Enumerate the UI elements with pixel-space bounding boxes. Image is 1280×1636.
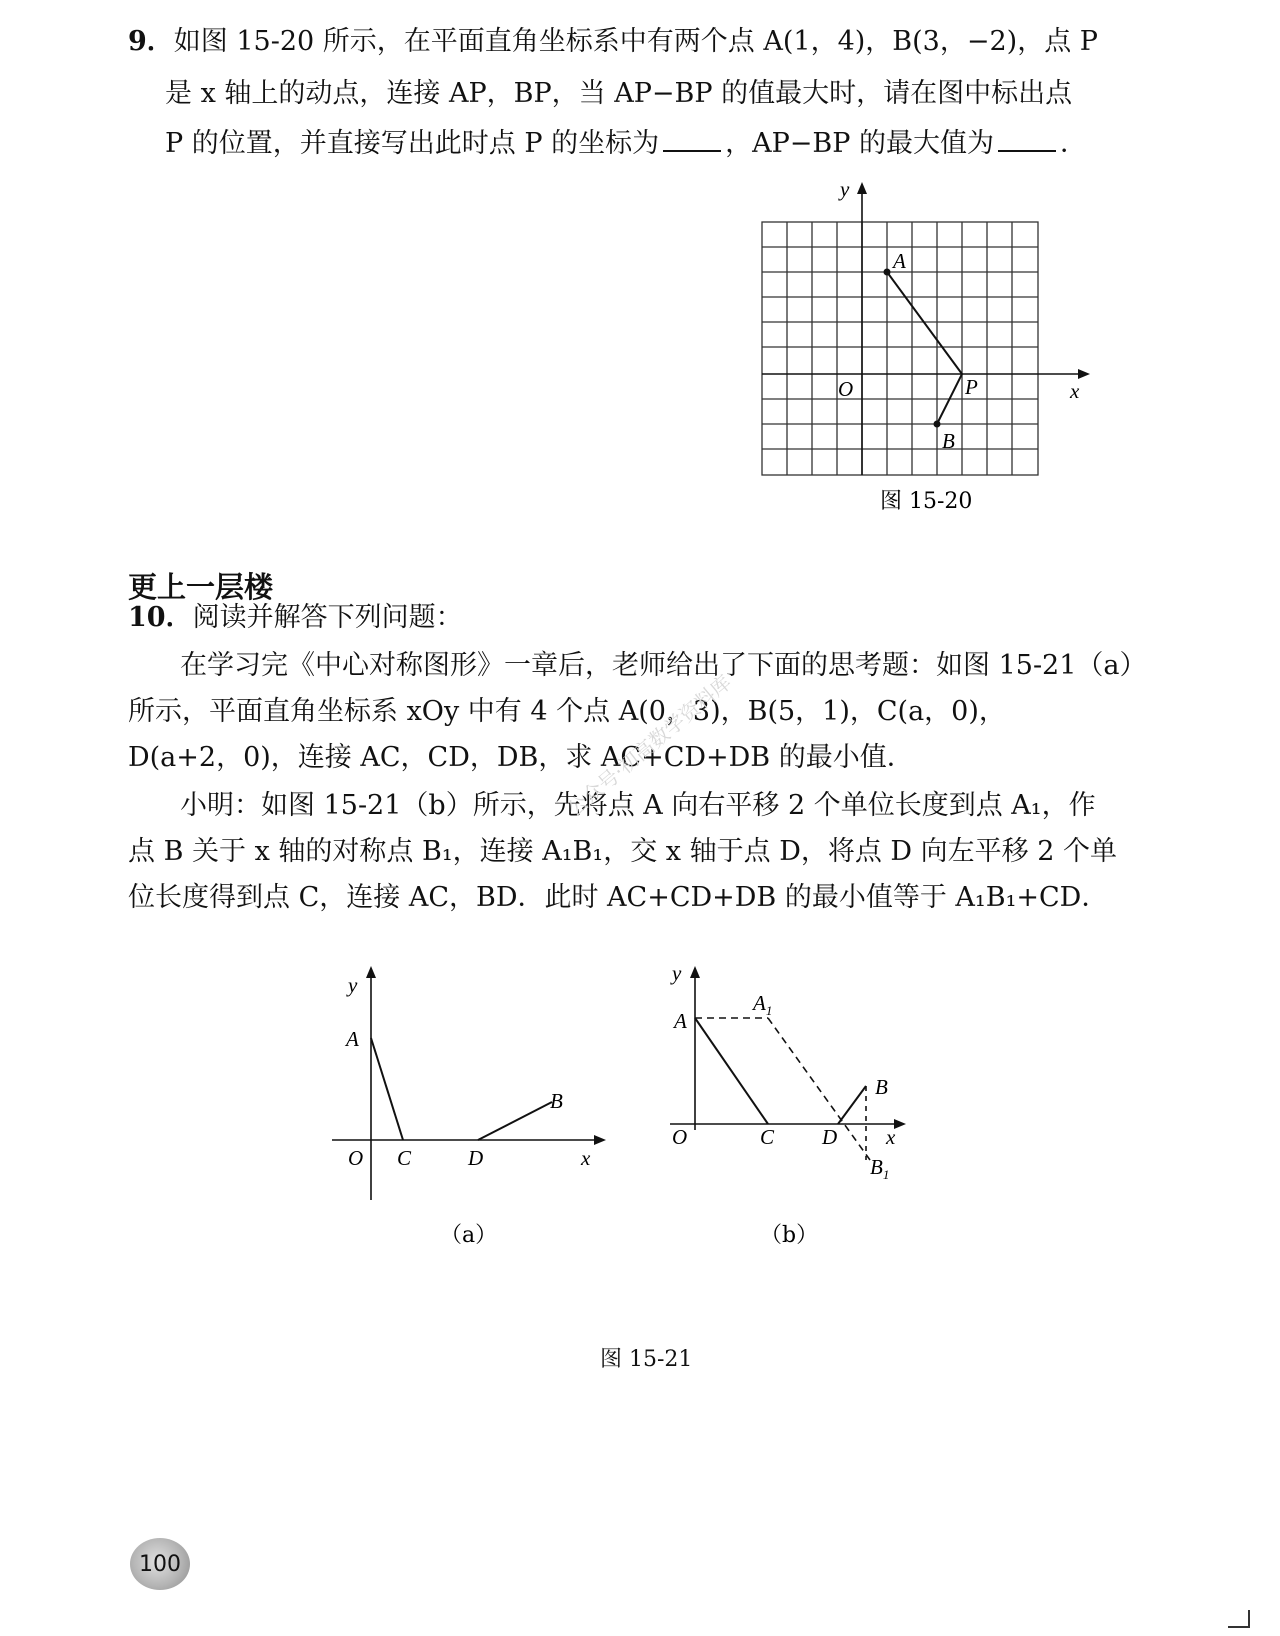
segment-ap: [887, 272, 962, 374]
x-axis-arrow: [894, 1119, 906, 1129]
figure-15-20: [750, 178, 1110, 523]
q9-line2: [165, 68, 1165, 120]
segment-ac: [371, 1038, 403, 1140]
q10-p1-line3: D(a+2，0)，连接 AC，CD，DB，求 AC+CD+DB 的最小值．: [128, 742, 914, 773]
label-d: D: [468, 1146, 484, 1170]
label-d: D: [822, 1125, 838, 1149]
q9-line1: [128, 16, 1168, 68]
y-axis-label: y: [840, 178, 850, 201]
y-axis-arrow: [366, 966, 376, 978]
x-axis-label: x: [1070, 379, 1080, 403]
label-b1: $B_1$: [870, 1155, 890, 1182]
answer-blank-max-value: [998, 124, 1056, 152]
q9-text-line3c: ．: [1059, 128, 1087, 159]
q10-number: 10．: [128, 602, 193, 633]
axes: [762, 182, 1090, 475]
q10-intro-text: 阅读并解答下列问题：: [192, 602, 463, 633]
q10-p2-line1: 小明：如图 15-21（b）所示，先将点 A 向右平移 2 个单位长度到点 A₁，作: [180, 790, 1096, 821]
page-number: 100: [139, 1551, 181, 1577]
q9-text-line2: 是 x 轴上的动点，连接 AP，BP，当 AP−BP 的值最大时，请在图中标出点: [165, 78, 1073, 109]
q10-intro: [128, 592, 1168, 644]
label-a: A: [346, 1027, 359, 1051]
x-axis-arrow: [594, 1135, 606, 1145]
figure-15-21b: [660, 960, 940, 1260]
section-title: 更上一层楼: [128, 570, 274, 604]
y-axis-arrow: [690, 966, 700, 978]
q10-p1-line2: 所示，平面直角坐标系 xOy 中有 4 个点 A(0，3)，B(5，1)，C(a，0)，: [128, 696, 1006, 727]
sub-caption-b: （b）: [760, 1223, 819, 1248]
label-c: C: [397, 1146, 412, 1170]
q9-text-line3b: ，AP−BP 的最大值为: [725, 128, 994, 159]
q9-number: 9．: [128, 26, 174, 57]
sub-caption-a: （a）: [440, 1223, 498, 1248]
label-o: O: [348, 1146, 364, 1170]
label-b: B: [875, 1075, 888, 1099]
label-y: y: [348, 973, 358, 997]
segment-ac: [695, 1018, 768, 1124]
q9-text-line1: 如图 15-20 所示，在平面直角坐标系中有两个点 A(1，4)，B(3，−2)，点 P: [173, 26, 1098, 57]
figure-15-21a: [320, 960, 640, 1260]
point-b: [934, 421, 941, 428]
segment-db: [478, 1102, 552, 1140]
page-corner-mark: [1228, 1610, 1250, 1628]
point-a: [884, 269, 891, 276]
label-a: A: [674, 1009, 687, 1033]
point-b-label: B: [942, 429, 955, 453]
watermark: 公众号·初高数学资料库: [562, 670, 736, 822]
q10-p2-line2: 点 B 关于 x 轴的对称点 B₁，连接 A₁B₁，交 x 轴于点 D，将点 D 向左平移 2 个单: [128, 836, 1117, 867]
figure-15-20-caption: 图 15-20: [880, 489, 973, 514]
q10-p1-line1: 在学习完《中心对称图形》一章后，老师给出了下面的思考题：如图 15-21（a）: [180, 650, 1147, 681]
segment-db: [838, 1086, 866, 1124]
origin-label: O: [838, 377, 854, 401]
dashed-a1-b1: [768, 1018, 870, 1160]
label-b: B: [550, 1089, 563, 1113]
q9-line3: [165, 118, 1165, 170]
answer-blank-p-coordinate: [663, 124, 721, 152]
label-x: x: [581, 1146, 591, 1170]
label-y: y: [672, 961, 682, 985]
label-x: x: [886, 1125, 896, 1149]
q9-text-line3a: P 的位置，并直接写出此时点 P 的坐标为: [165, 128, 660, 159]
label-a1: $A_1$: [753, 991, 773, 1018]
label-c: C: [760, 1125, 775, 1149]
q10-p2-line3: 位长度得到点 C，连接 AC，BD．此时 AC+CD+DB 的最小值等于 A₁B₁+CD．: [128, 882, 1109, 913]
figure-15-21-caption: 图 15-21: [600, 1347, 693, 1372]
point-p-label: P: [965, 375, 978, 399]
point-a-label: A: [893, 249, 906, 273]
page-number-badge: [130, 1538, 190, 1590]
label-o: O: [672, 1125, 688, 1149]
